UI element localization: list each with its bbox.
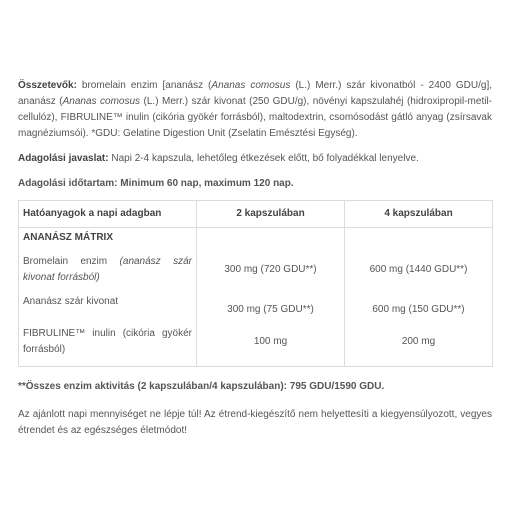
table-header-ingredient: Hatóanyagok a napi adagban xyxy=(19,201,197,228)
dosage-text: Napi 2-4 kapszula, lehetőleg étkezések előtt, bő folyadékkal lenyelve. xyxy=(108,153,419,164)
fibruline-2-capsules: 100 mg xyxy=(197,326,345,367)
ingredients-paragraph xyxy=(18,78,492,142)
dosage-paragraph xyxy=(18,151,492,167)
table-header-4-capsules: 4 kapszulában xyxy=(345,201,493,228)
matrix-label: ANANÁSZ MÁTRIX xyxy=(19,228,197,255)
table-row xyxy=(19,294,493,326)
ananasz-2-capsules: 300 mg (75 GDU**) xyxy=(197,294,345,326)
fibruline-label: FIBRULINE™ inulin (cikória gyökér forrásból) xyxy=(19,326,197,367)
ingredients-latin-2: Ananas comosus xyxy=(62,96,141,107)
table-row xyxy=(19,326,493,367)
bromelain-2-capsules: 300 mg (720 GDU**) xyxy=(197,254,345,294)
ananasz-label: Ananász szár kivonat xyxy=(19,294,197,326)
ingredients-text-3: (L.) Merr.) szár kivonat (250 GDU/g), növényi kapszulahéj (hidroxipropil-metil-cellulóz), FIBRULINE™ inulin (cikória gyökér forrásból), maltodextrin, csomósodást gátló anyag (zsírsavak magnéziumsói). *GDU: Gelatine Digestion Unit (Zselatin Emésztési Egység). xyxy=(18,96,492,139)
total-enzyme-activity: **Összes enzim aktivitás (2 kapszulában/4 kapszulában): 795 GDU/1590 GDU. xyxy=(18,381,385,392)
bromelain-source: (ananász szár kivonat forrásból) xyxy=(23,256,192,283)
nutrition-table xyxy=(18,200,493,367)
table-header-2-capsules: 2 kapszulában xyxy=(197,201,345,228)
ingredients-text-2: (L.) Merr.) szár kivonatból - 2400 GDU/g], ananász ( xyxy=(18,80,493,107)
matrix-empty-2 xyxy=(197,228,345,255)
ingredients-text-1: bromelain enzim [ananász ( xyxy=(76,80,212,91)
warning-text: Az ajánlott napi mennyiséget ne lépje túl! Az étrend-kiegészítő nem helyettesíti a kiegyensúlyozott, vegyes étrendet és az egészséges életmódot! xyxy=(18,409,492,436)
table-header-row xyxy=(19,201,493,228)
table-row xyxy=(19,254,493,294)
bromelain-cell xyxy=(19,254,197,294)
ingredients-latin-1: Ananas comosus xyxy=(211,80,291,91)
ananasz-4-capsules: 600 mg (150 GDU**) xyxy=(345,294,493,326)
dosage-label: Adagolási javaslat: xyxy=(18,153,109,164)
matrix-empty-4 xyxy=(345,228,493,255)
ingredients-label: Összetevők: xyxy=(18,80,77,91)
product-info xyxy=(18,78,492,439)
bromelain-label: Bromelain enzim xyxy=(23,256,120,267)
table-group-row xyxy=(19,228,493,255)
fibruline-4-capsules: 200 mg xyxy=(345,326,493,367)
duration-paragraph: Adagolási időtartam: Minimum 60 nap, maximum 120 nap. xyxy=(18,178,294,189)
bromelain-4-capsules: 600 mg (1440 GDU**) xyxy=(345,254,493,294)
